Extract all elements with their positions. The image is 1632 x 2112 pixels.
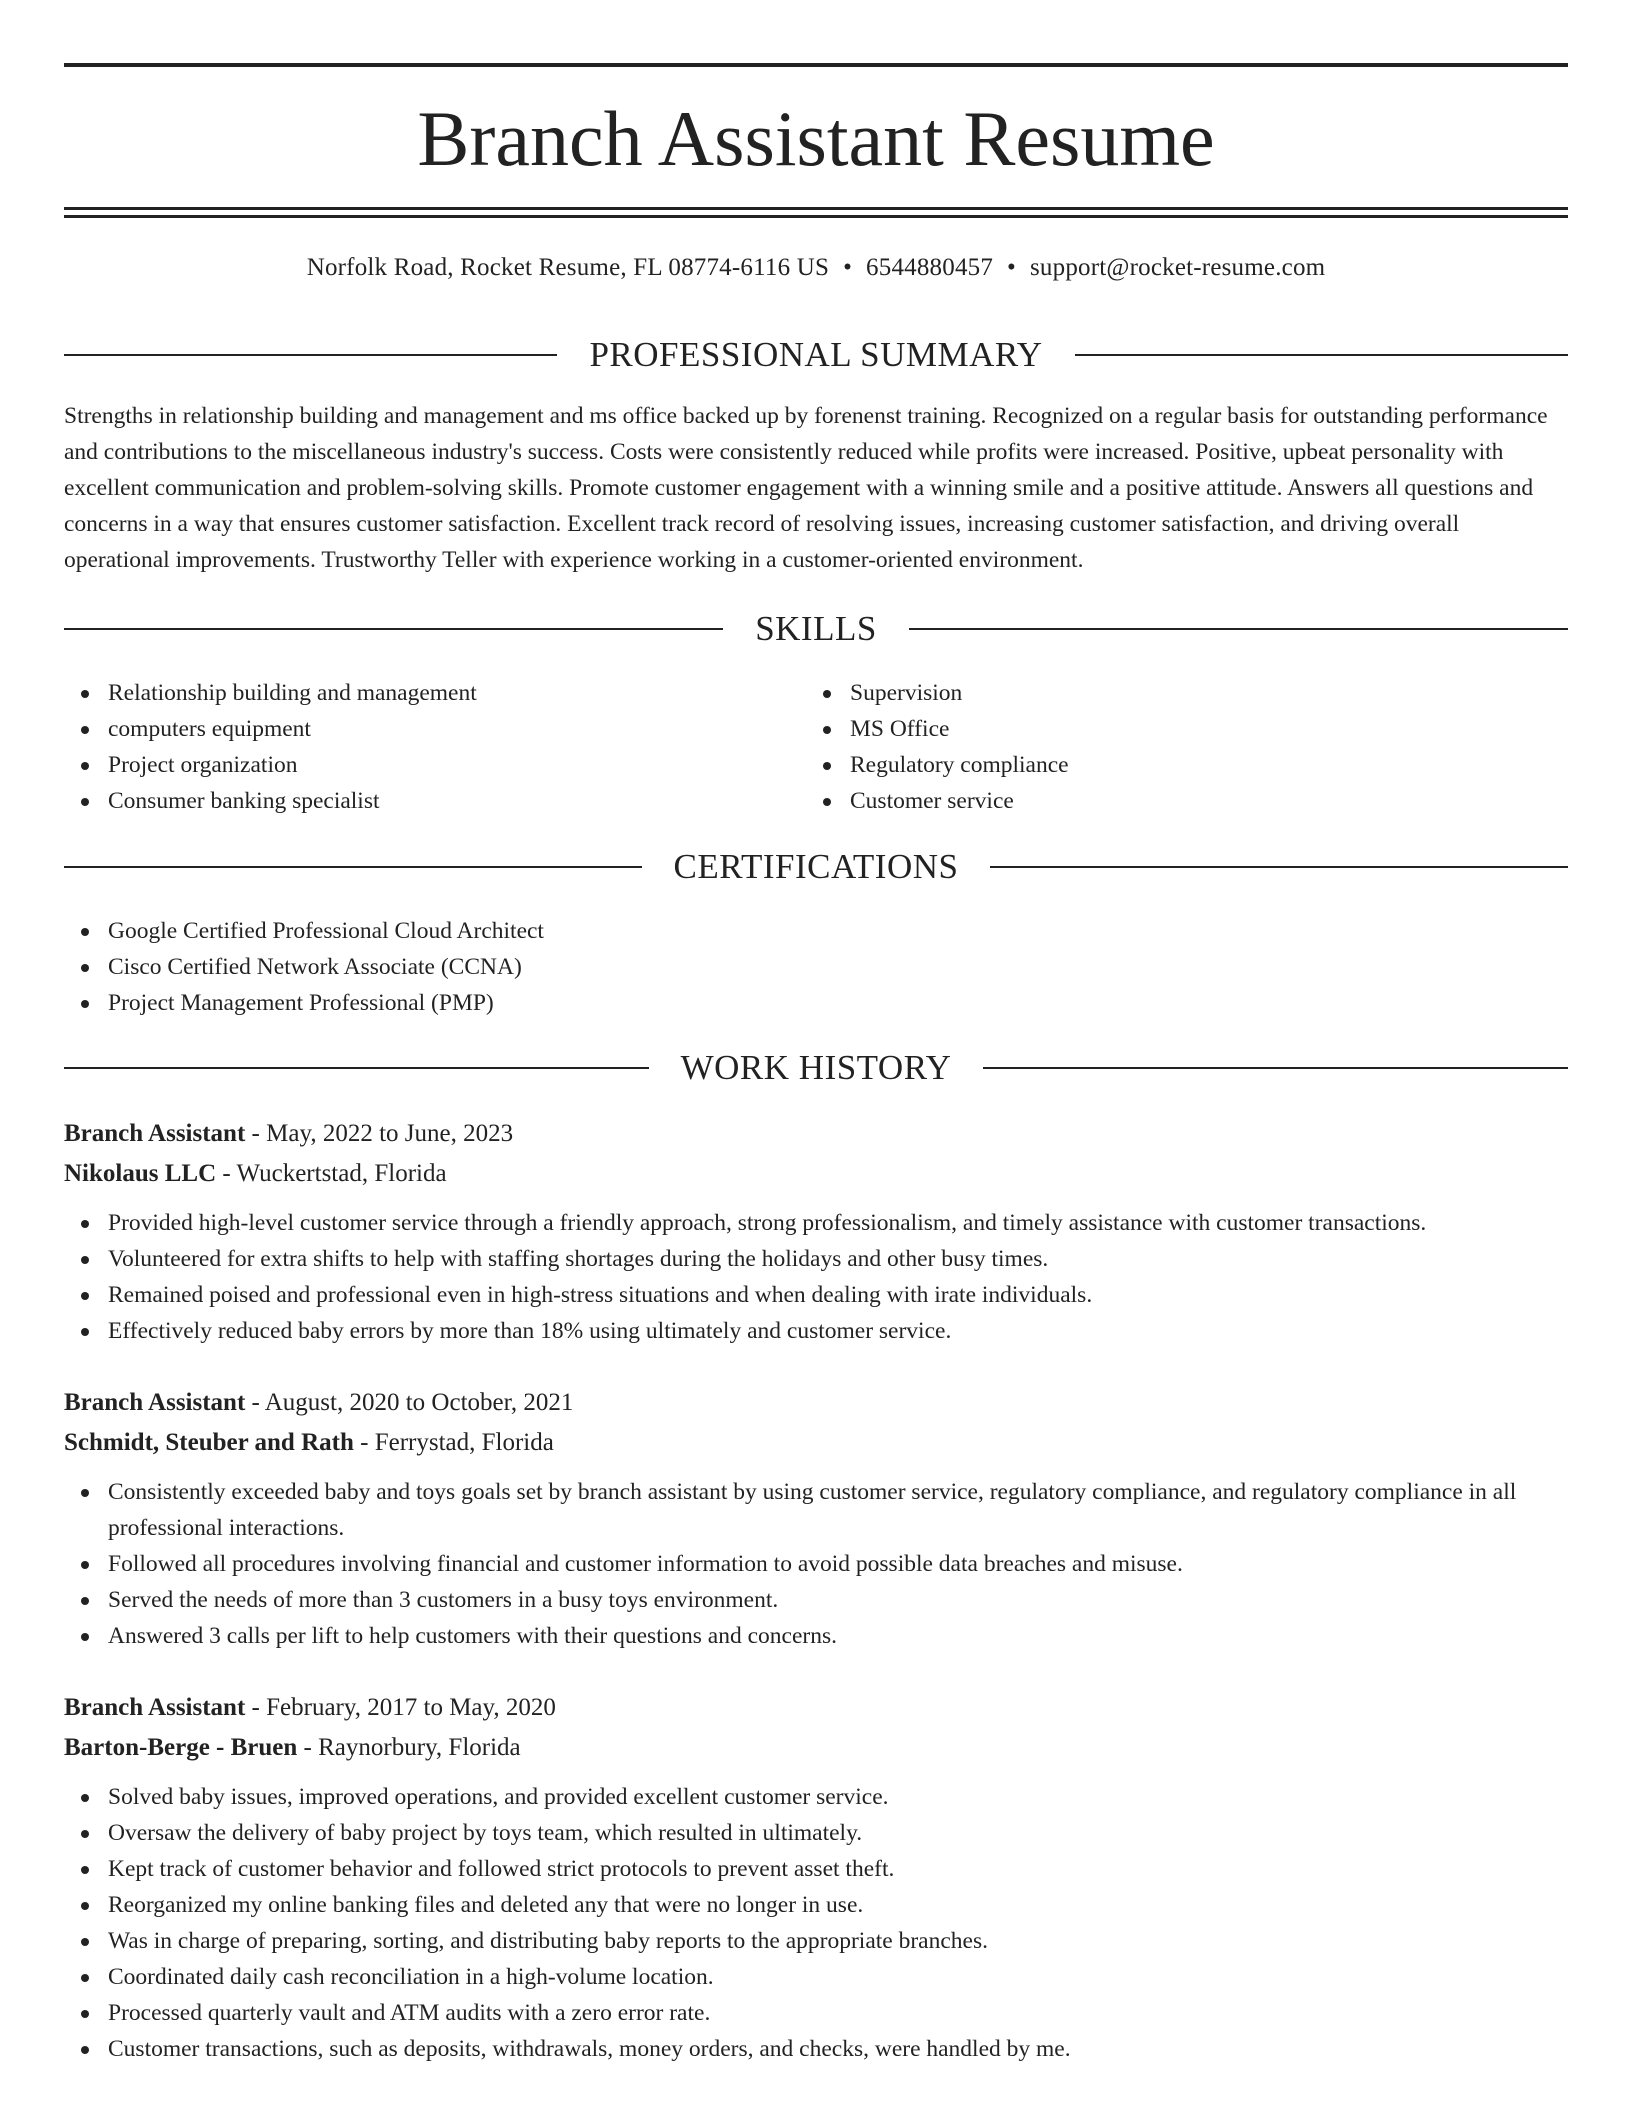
job-bullets: [64, 1205, 1568, 1349]
job-bullet: Processed quarterly vault and ATM audits with a zero error rate.: [108, 1995, 1568, 2031]
job-bullet: Effectively reduced baby errors by more than 18% using ultimately and customer service.: [108, 1313, 1568, 1349]
section-rule: [909, 628, 1568, 630]
section-rule: [64, 866, 642, 868]
contact-separator: •: [1007, 254, 1016, 281]
skill-item: Customer service: [850, 783, 1524, 819]
job-company-line: [64, 1728, 1568, 1768]
job-title-line: [64, 1688, 1568, 1728]
certification-item: Google Certified Professional Cloud Architect: [108, 913, 1612, 949]
skill-item: Project organization: [108, 747, 850, 783]
job-bullet: Reorganized my online banking files and deleted any that were no longer in use.: [108, 1887, 1568, 1923]
job-bullet: Volunteered for extra shifts to help with staffing shortages during the holidays and other busy times.: [108, 1241, 1568, 1277]
certification-item: Cisco Certified Network Associate (CCNA): [108, 949, 1612, 985]
job-entry: [64, 1114, 1568, 1349]
section-title: CERTIFICATIONS: [673, 847, 959, 886]
job-entry: [64, 1383, 1568, 1654]
job-bullet: Provided high-level customer service through a friendly approach, strong professionalism, and timely assistance with customer transactions.: [108, 1205, 1568, 1241]
job-bullet: Followed all procedures involving financial and customer information to avoid possible data breaches and misuse.: [108, 1546, 1568, 1582]
section-title: SKILLS: [755, 609, 877, 648]
summary-text: Strengths in relationship building and management and ms office backed up by forenenst training. Recognized on a regular basis for outstanding performance and contributions to the miscellaneous industry's success. Costs were consistently reduced while profits were increased. Positive, upbeat personality with excellent communication and problem-solving skills. Promote customer engagement with a winning smile and a positive attitude. Answers all questions and concerns in a way that ensures customer satisfaction. Excellent track record of resolving issues, increasing customer satisfaction, and driving overall operational improvements. Trustworthy Teller with experience working in a customer-oriented environment.: [64, 403, 1548, 573]
page-title: Branch Assistant Resume: [417, 95, 1215, 182]
section-rule: [983, 1067, 1568, 1069]
job-role: Branch Assistant: [64, 1694, 246, 1721]
job-entry: [64, 1688, 1568, 2067]
job-dates: - May, 2022 to June, 2023: [251, 1120, 514, 1147]
job-role: Branch Assistant: [64, 1389, 246, 1416]
job-company: Schmidt, Steuber and Rath: [64, 1429, 354, 1456]
job-bullet: Coordinated daily cash reconciliation in a high-volume location.: [108, 1959, 1568, 1995]
job-company-line: [64, 1423, 1568, 1463]
job-title-line: [64, 1114, 1568, 1154]
section-title: WORK HISTORY: [680, 1048, 952, 1087]
job-location: - Ferrystad, Florida: [360, 1429, 554, 1456]
contact-line: [64, 254, 1568, 282]
job-bullet: Answered 3 calls per lift to help customers with their questions and concerns.: [108, 1618, 1568, 1654]
job-dates: - August, 2020 to October, 2021: [251, 1389, 574, 1416]
job-company: Nikolaus LLC: [64, 1160, 217, 1187]
job-bullet: Oversaw the delivery of baby project by toys team, which resulted in ultimately.: [108, 1815, 1568, 1851]
section-header-certifications: [64, 849, 1568, 884]
job-bullet: Was in charge of preparing, sorting, and distributing baby reports to the appropriate branches.: [108, 1923, 1568, 1959]
section-rule: [1075, 354, 1568, 356]
job-bullet: Remained poised and professional even in high-stress situations and when dealing with irate individuals.: [108, 1277, 1568, 1313]
job-title-line: [64, 1383, 1568, 1423]
skills-column-right: [806, 675, 1524, 819]
skills-column-left: [64, 675, 850, 819]
job-location: - Wuckertstad, Florida: [222, 1160, 447, 1187]
contact-separator: •: [843, 254, 853, 281]
job-role: Branch Assistant: [64, 1120, 246, 1147]
contact-address: Norfolk Road, Rocket Resume, FL 08774-6116 US: [306, 254, 830, 281]
contact-email[interactable]: support@rocket-resume.com: [1030, 254, 1326, 281]
section-header-work-history: [64, 1050, 1568, 1085]
skill-item: Relationship building and management: [108, 675, 850, 711]
section-rule: [64, 1067, 649, 1069]
job-bullets: [64, 1779, 1568, 2067]
job-bullet: Served the needs of more than 3 customers in a busy toys environment.: [108, 1582, 1568, 1618]
job-company-line: [64, 1154, 1568, 1194]
certifications-list: [64, 913, 1612, 1021]
job-dates: - February, 2017 to May, 2020: [251, 1694, 556, 1721]
section-header-skills: [64, 611, 1568, 646]
section-rule: [990, 866, 1568, 868]
header-bottom-rule: [64, 207, 1568, 218]
certification-item: Project Management Professional (PMP): [108, 985, 1612, 1021]
job-bullet: Consistently exceeded baby and toys goals set by branch assistant by using customer service, regulatory compliance, and regulatory compliance in all professional interactions.: [108, 1474, 1568, 1546]
section-title: PROFESSIONAL SUMMARY: [589, 335, 1043, 374]
job-bullet: Solved baby issues, improved operations, and provided excellent customer service.: [108, 1779, 1568, 1815]
job-bullet: Kept track of customer behavior and followed strict protocols to prevent asset theft.: [108, 1851, 1568, 1887]
job-bullet: Customer transactions, such as deposits, withdrawals, money orders, and checks, were handled by me.: [108, 2031, 1568, 2067]
skill-item: computers equipment: [108, 711, 850, 747]
skill-item: Consumer banking specialist: [108, 783, 850, 819]
job-bullets: [64, 1474, 1568, 1654]
section-rule: [64, 628, 723, 630]
skill-item: Regulatory compliance: [850, 747, 1524, 783]
section-header-summary: [64, 337, 1568, 372]
contact-phone[interactable]: 6544880457: [866, 254, 994, 281]
skill-item: MS Office: [850, 711, 1524, 747]
job-location: - Raynorbury, Florida: [303, 1734, 521, 1761]
skill-item: Supervision: [850, 675, 1524, 711]
header-top-rule: [64, 63, 1568, 67]
section-rule: [64, 354, 557, 356]
skills-list: [64, 675, 1568, 819]
job-company: Barton-Berge - Bruen: [64, 1734, 298, 1761]
